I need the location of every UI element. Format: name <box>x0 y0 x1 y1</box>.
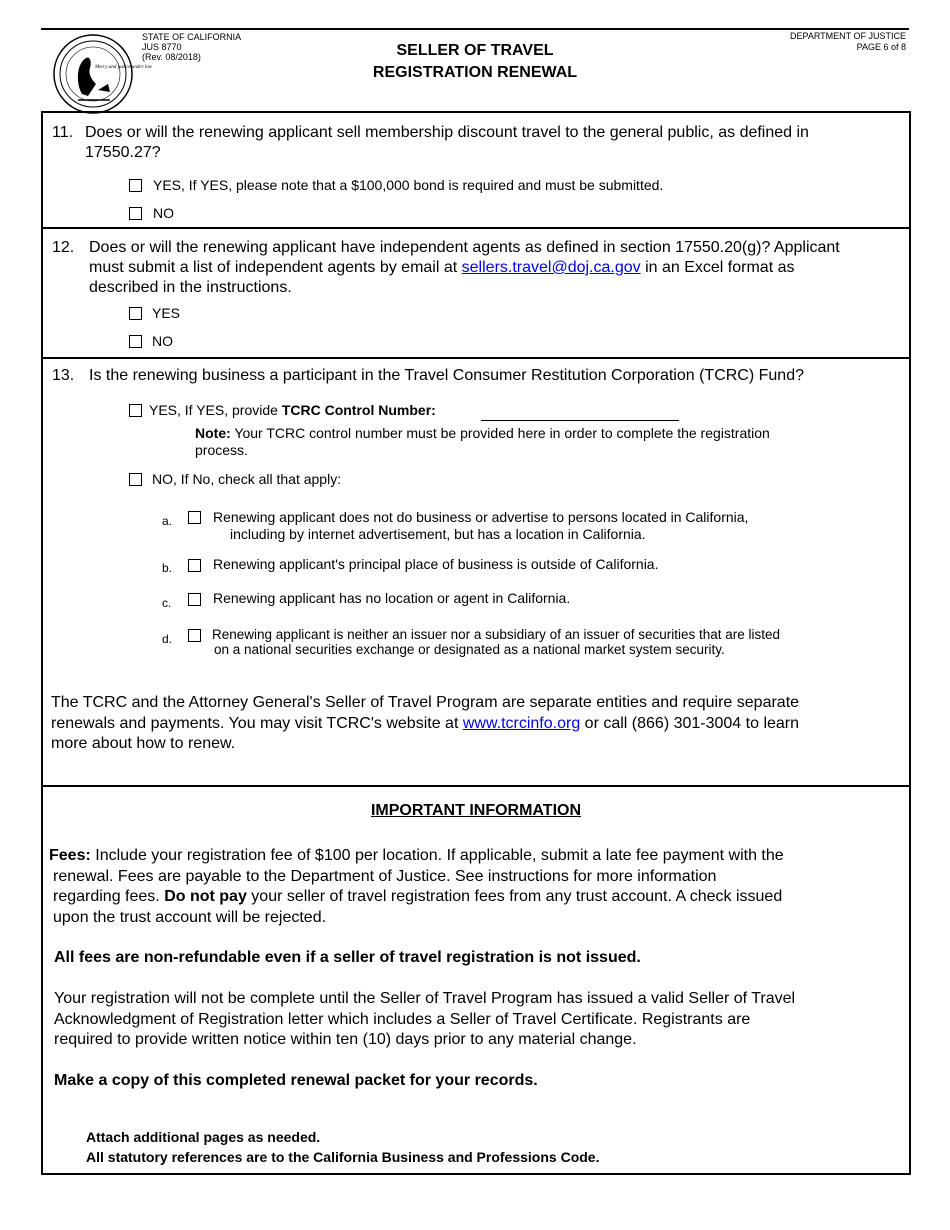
tcrc-website-link[interactable]: www.tcrcinfo.org <box>462 714 581 732</box>
form-meta <box>142 32 241 62</box>
q13-yes-checkbox[interactable] <box>129 404 142 417</box>
q12-yes-label: YES <box>152 305 181 321</box>
q11-number: 11. <box>52 124 74 141</box>
attach-pages-note: Attach additional pages as needed. <box>86 1129 321 1145</box>
q11-no-checkbox[interactable] <box>129 207 142 220</box>
sub-item-d-checkbox[interactable] <box>188 629 201 642</box>
sub-item-a-text: Renewing applicant does not do business or advertise to persons located in California, including by internet advertisement, but has a location in California. <box>213 509 749 542</box>
revision-date: (Rev. 08/2018) <box>142 52 201 62</box>
q12-text: Does or will the renewing applicant have independent agents as defined in section 17550.20(g)? Applicant must submit a list of independent agents by email at sellers.travel@doj.ca.gov in an Excel format as described in the instructions. <box>89 239 840 296</box>
fees-paragraph: Fees: Include your registration fee of $100 per location. If applicable, submit a late fee payment with the renewal. Fees are payable to the Department of Justice. See instructions for more information regarding fees. Do not pay your seller of travel registration fees from any trust account. A check issued upon the trust account will be rejected. <box>49 847 784 926</box>
header-rule <box>41 28 909 30</box>
sub-item-c-checkbox[interactable] <box>188 593 201 606</box>
q12-no-checkbox[interactable] <box>129 335 142 348</box>
question-11-section <box>41 111 911 228</box>
q13-no-checkbox[interactable] <box>129 473 142 486</box>
q11-no-label: NO <box>153 205 174 221</box>
q12-yes-checkbox[interactable] <box>129 307 142 320</box>
page-number: PAGE 6 of 8 <box>856 42 906 52</box>
q13-no-label: NO, If No, check all that apply: <box>152 471 342 487</box>
q12-number: 12. <box>52 239 75 256</box>
q11-yes-checkbox[interactable] <box>129 179 142 192</box>
doj-seal-icon <box>52 34 153 114</box>
non-refundable-notice: All fees are non-refundable even if a seller of travel registration is not issued. <box>54 949 641 966</box>
department-meta <box>790 31 906 53</box>
tcrc-separate-notice: The TCRC and the Attorney General's Seller of Travel Program are separate entities and require separate renewals and payments. You may visit TCRC's website at www.tcrcinfo.org or call (866) 301-3004 to learn more about how to renew. <box>51 694 800 752</box>
page-title: SELLER OF TRAVEL REGISTRATION RENEWAL <box>372 42 578 81</box>
footer-notes <box>86 1127 599 1167</box>
question-13-section <box>41 357 911 786</box>
form-number: JUS 8770 <box>142 42 182 52</box>
q13-number: 13. <box>52 367 75 384</box>
sub-item-d-text: Renewing applicant is neither an issuer nor a subsidiary of an issuer of securities that are listed on a national securities exchange or designated as a national market system security. <box>212 627 781 657</box>
tcrc-note: Note: Your TCRC control number must be provided here in order to complete the registration process. <box>195 425 770 458</box>
sub-item-c-letter: c. <box>162 596 172 610</box>
important-heading: IMPORTANT INFORMATION <box>370 802 582 819</box>
q13-yes-label: YES, If YES, provide TCRC Control Number: <box>149 402 436 418</box>
q13-text: Is the renewing business a participant in the Travel Consumer Restitution Corporation (TCRC) Fund? <box>89 367 804 384</box>
state-label: STATE OF CALIFORNIA <box>142 32 242 42</box>
sub-item-b-checkbox[interactable] <box>188 559 201 572</box>
registration-paragraph: Your registration will not be complete until the Seller of Travel Program has issued a valid Seller of Travel Acknowledgment of Registration letter which includes a Seller of Travel Certificate. Registrants are required to provide written notice within ten (10) days prior to any material change. <box>54 990 796 1048</box>
statutory-note: All statutory references are to the California Business and Professions Code. <box>86 1149 600 1165</box>
sub-item-a-checkbox[interactable] <box>188 511 201 524</box>
question-12-section <box>41 227 911 358</box>
sub-item-b-text: Renewing applicant's principal place of business is outside of California. <box>213 556 659 572</box>
email-link[interactable]: sellers.travel@doj.ca.gov <box>461 259 641 276</box>
seal-motto: Mercy and justice under law <box>95 65 153 70</box>
copy-packet-notice: Make a copy of this completed renewal packet for your records. <box>54 1072 538 1089</box>
sub-item-d-letter: d. <box>162 632 173 646</box>
sub-item-b-letter: b. <box>162 561 173 575</box>
sub-item-a-letter: a. <box>162 514 173 528</box>
q12-no-label: NO <box>152 333 173 349</box>
q11-text: Does or will the renewing applicant sell membership discount travel to the general public, as defined in 17550.27? <box>85 124 809 161</box>
tcrc-control-number-field[interactable] <box>481 420 679 421</box>
department-label: DEPARTMENT OF JUSTICE <box>789 31 906 41</box>
important-information-section <box>41 785 911 1175</box>
q11-yes-label: YES, If YES, please note that a $100,000 bond is required and must be submitted. <box>153 177 664 193</box>
sub-item-c-text: Renewing applicant has no location or agent in California. <box>213 590 571 606</box>
